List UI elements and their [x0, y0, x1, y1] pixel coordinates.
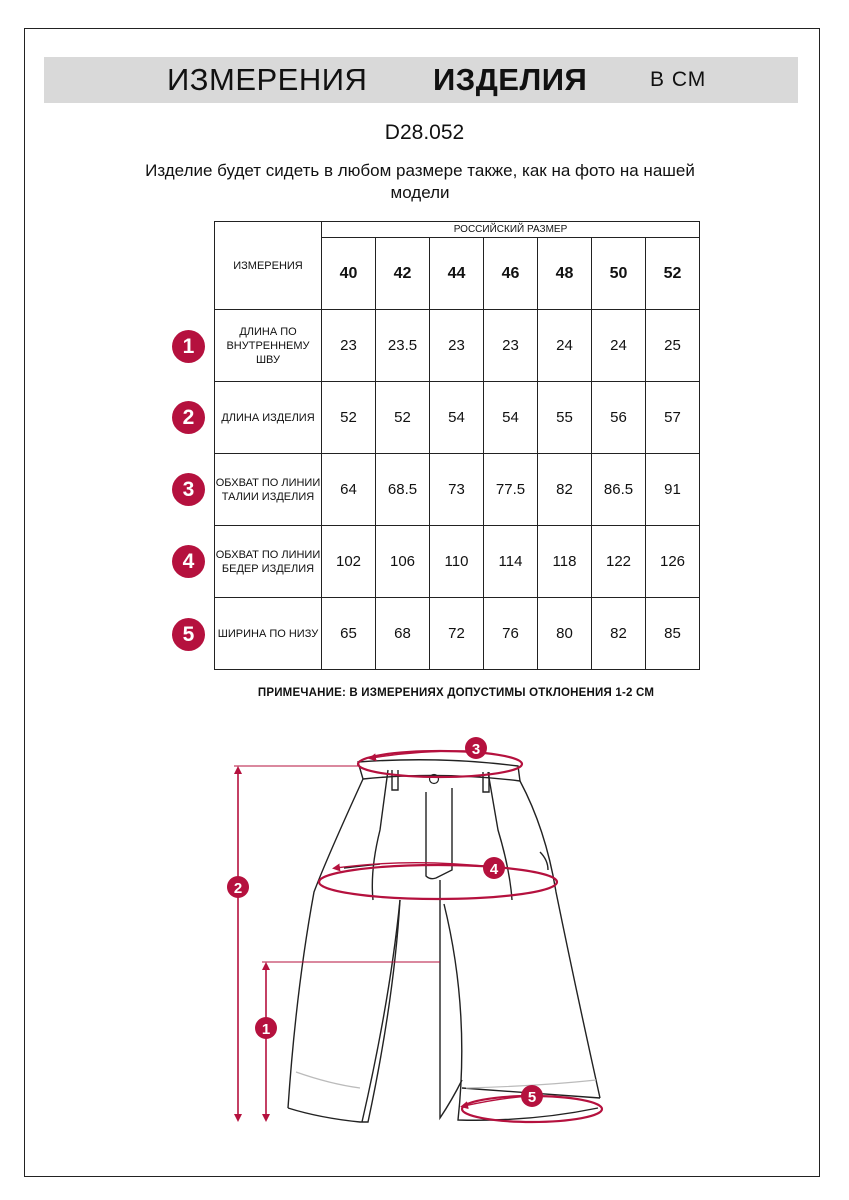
title-word-measurements: ИЗМЕРЕНИЯ: [167, 62, 368, 97]
svg-text:4: 4: [489, 861, 499, 878]
marker-inseam: [255, 1017, 277, 1039]
marker-hips: [483, 857, 505, 879]
shorts-outline: [288, 760, 600, 1122]
svg-text:1: 1: [261, 1021, 271, 1038]
table-cell: 110: [430, 526, 484, 598]
size-header: 44: [430, 238, 484, 310]
table-row: [215, 382, 700, 454]
table-cell: 91: [646, 454, 700, 526]
row-badge-2: 2: [172, 401, 205, 434]
cuff-line: [296, 1072, 360, 1088]
row-label: ДЛИНА ИЗДЕЛИЯ: [215, 382, 322, 454]
table-cell: 52: [322, 382, 376, 454]
row-label: ДЛИНА ПО ВНУТРЕННЕМУ ШВУ: [215, 310, 322, 382]
table-cell: 23: [322, 310, 376, 382]
size-header: 52: [646, 238, 700, 310]
hips-ellipse: [319, 865, 557, 899]
table-row: [215, 598, 700, 670]
table-cell: 114: [484, 526, 538, 598]
size-header: 42: [376, 238, 430, 310]
marker-hem: [521, 1085, 543, 1107]
table-cell: 118: [538, 526, 592, 598]
row-label: ОБХВАТ ПО ЛИНИИ БЕДЕР ИЗДЕЛИЯ: [215, 526, 322, 598]
table-cell: 77.5: [484, 454, 538, 526]
table-cell: 52: [376, 382, 430, 454]
measurement-header: ИЗМЕРЕНИЯ: [215, 222, 322, 310]
table-cell: 24: [538, 310, 592, 382]
table-cell: 86.5: [592, 454, 646, 526]
row-label: ОБХВАТ ПО ЛИНИИ ТАЛИИ ИЗДЕЛИЯ: [215, 454, 322, 526]
table-cell: 106: [376, 526, 430, 598]
row-badge-1: 1: [172, 330, 205, 363]
table-cell: 64: [322, 454, 376, 526]
size-group-header: РОССИЙСКИЙ РАЗМЕР: [322, 222, 700, 238]
table-cell: 55: [538, 382, 592, 454]
table-row: [215, 454, 700, 526]
tolerance-note: ПРИМЕЧАНИЕ: В ИЗМЕРЕНИЯХ ДОПУСТИМЫ ОТКЛОНЕНИЯ 1-2 СМ: [257, 687, 655, 699]
size-header: 46: [484, 238, 538, 310]
table-cell: 72: [430, 598, 484, 670]
table-cell: 82: [592, 598, 646, 670]
table-cell: 23: [484, 310, 538, 382]
size-table: [214, 221, 700, 670]
table-cell: 73: [430, 454, 484, 526]
table-cell: 122: [592, 526, 646, 598]
title-word-product: ИЗДЕЛИЯ: [433, 62, 588, 97]
size-header: 48: [538, 238, 592, 310]
table-cell: 85: [646, 598, 700, 670]
row-badge-3: 3: [172, 473, 205, 506]
shorts-diagram: [0, 730, 849, 1170]
title-banner: [44, 57, 798, 103]
row-badge-5: 5: [172, 618, 205, 651]
table-cell: 54: [484, 382, 538, 454]
table-cell: 54: [430, 382, 484, 454]
table-row: [215, 526, 700, 598]
table-cell: 76: [484, 598, 538, 670]
table-cell: 23: [430, 310, 484, 382]
table-cell: 56: [592, 382, 646, 454]
svg-text:3: 3: [471, 741, 481, 758]
table-cell: 102: [322, 526, 376, 598]
table-cell: 25: [646, 310, 700, 382]
svg-text:2: 2: [233, 880, 243, 897]
table-cell: 65: [322, 598, 376, 670]
table-cell: 57: [646, 382, 700, 454]
title-unit: В СМ: [650, 68, 707, 91]
table-cell: 23.5: [376, 310, 430, 382]
table-cell: 68.5: [376, 454, 430, 526]
marker-length: [227, 876, 249, 898]
size-header: 50: [592, 238, 646, 310]
table-cell: 24: [592, 310, 646, 382]
row-label: ШИРИНА ПО НИЗУ: [215, 598, 322, 670]
table-cell: 68: [376, 598, 430, 670]
marker-waist: [465, 737, 487, 759]
product-code: D28.052: [384, 121, 465, 144]
svg-text:5: 5: [527, 1089, 537, 1106]
table-row: [215, 310, 700, 382]
fit-note: Изделие будет сидеть в любом размере также, как на фото на нашей модели: [145, 161, 695, 202]
row-badge-4: 4: [172, 545, 205, 578]
size-header: 40: [322, 238, 376, 310]
table-cell: 82: [538, 454, 592, 526]
table-cell: 80: [538, 598, 592, 670]
table-cell: 126: [646, 526, 700, 598]
